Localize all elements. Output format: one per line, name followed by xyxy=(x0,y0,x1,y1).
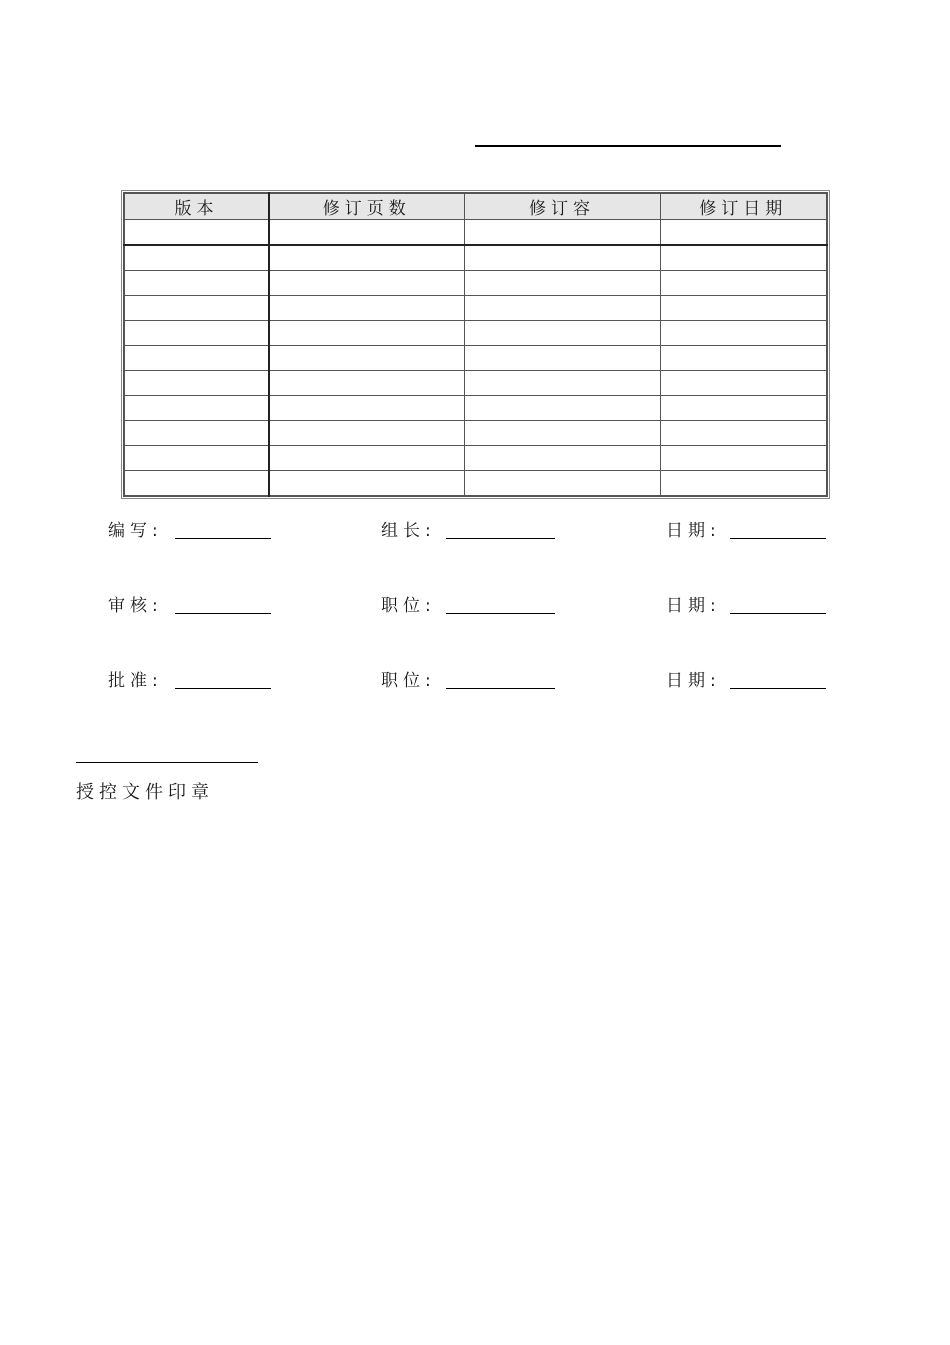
cell-version[interactable] xyxy=(124,396,269,421)
cell-revision-date[interactable] xyxy=(660,321,827,346)
table-row xyxy=(124,220,827,246)
cell-revised-pages[interactable] xyxy=(269,296,464,321)
cell-version[interactable] xyxy=(124,271,269,296)
label-position-2: 职位: xyxy=(381,671,436,691)
cell-version[interactable] xyxy=(124,321,269,346)
position-line-1[interactable] xyxy=(446,613,555,614)
signature-row-3 xyxy=(0,664,950,692)
cell-version[interactable] xyxy=(124,220,269,246)
label-position-1: 职位: xyxy=(381,596,436,616)
table-row xyxy=(124,471,827,497)
revision-table xyxy=(123,192,828,497)
date-line-1[interactable] xyxy=(730,538,826,539)
cell-revision-content[interactable] xyxy=(464,396,660,421)
document-title-line xyxy=(475,145,781,147)
cell-revision-content[interactable] xyxy=(464,421,660,446)
signature-row-2 xyxy=(0,589,950,617)
table-row xyxy=(124,396,827,421)
table-header-row xyxy=(124,193,827,220)
cell-revision-date[interactable] xyxy=(660,220,827,246)
cell-revision-date[interactable] xyxy=(660,371,827,396)
compiler-signature-line[interactable] xyxy=(175,538,271,539)
position-line-2[interactable] xyxy=(446,688,555,689)
label-team-leader: 组长: xyxy=(381,521,436,541)
table-row xyxy=(124,421,827,446)
table-row xyxy=(124,446,827,471)
cell-revision-date[interactable] xyxy=(660,471,827,497)
cell-revision-content[interactable] xyxy=(464,245,660,271)
cell-revision-date[interactable] xyxy=(660,446,827,471)
cell-revision-content[interactable] xyxy=(464,371,660,396)
controlled-document-stamp-label: 授控文件印章 xyxy=(76,782,214,803)
cell-revision-content[interactable] xyxy=(464,220,660,246)
cell-revision-content[interactable] xyxy=(464,346,660,371)
label-date-1: 日期: xyxy=(666,521,721,541)
team-leader-signature-line[interactable] xyxy=(446,538,555,539)
table-row xyxy=(124,321,827,346)
approver-signature-line[interactable] xyxy=(175,688,271,689)
header-revision-date: 修订日期 xyxy=(660,193,827,220)
stamp-line xyxy=(76,762,258,763)
label-date-3: 日期: xyxy=(666,671,721,691)
cell-version[interactable] xyxy=(124,446,269,471)
cell-revision-date[interactable] xyxy=(660,396,827,421)
cell-version[interactable] xyxy=(124,346,269,371)
table-row xyxy=(124,296,827,321)
cell-revised-pages[interactable] xyxy=(269,220,464,246)
label-approver: 批准: xyxy=(108,671,163,691)
header-revised-pages: 修订页数 xyxy=(269,193,464,220)
table-row xyxy=(124,245,827,271)
label-date-2: 日期: xyxy=(666,596,721,616)
revision-table-body xyxy=(124,220,827,497)
cell-revised-pages[interactable] xyxy=(269,471,464,497)
cell-version[interactable] xyxy=(124,371,269,396)
cell-version[interactable] xyxy=(124,471,269,497)
signature-row-1 xyxy=(0,514,950,542)
cell-version[interactable] xyxy=(124,421,269,446)
table-row xyxy=(124,346,827,371)
cell-revision-date[interactable] xyxy=(660,346,827,371)
cell-revision-date[interactable] xyxy=(660,296,827,321)
header-version: 版本 xyxy=(124,193,269,220)
cell-revised-pages[interactable] xyxy=(269,396,464,421)
cell-revision-date[interactable] xyxy=(660,271,827,296)
cell-revised-pages[interactable] xyxy=(269,245,464,271)
cell-revised-pages[interactable] xyxy=(269,371,464,396)
cell-revision-content[interactable] xyxy=(464,296,660,321)
cell-revised-pages[interactable] xyxy=(269,271,464,296)
cell-revised-pages[interactable] xyxy=(269,446,464,471)
table-row xyxy=(124,271,827,296)
label-reviewer: 审核: xyxy=(108,596,163,616)
date-line-2[interactable] xyxy=(730,613,826,614)
cell-revision-date[interactable] xyxy=(660,421,827,446)
cell-revision-content[interactable] xyxy=(464,446,660,471)
cell-revised-pages[interactable] xyxy=(269,321,464,346)
cell-version[interactable] xyxy=(124,296,269,321)
cell-revision-content[interactable] xyxy=(464,321,660,346)
header-revision-content: 修订容 xyxy=(464,193,660,220)
label-compiler: 编写: xyxy=(108,521,163,541)
cell-revision-content[interactable] xyxy=(464,271,660,296)
cell-revision-date[interactable] xyxy=(660,245,827,271)
date-line-3[interactable] xyxy=(730,688,826,689)
cell-revised-pages[interactable] xyxy=(269,346,464,371)
cell-revision-content[interactable] xyxy=(464,471,660,497)
cell-revised-pages[interactable] xyxy=(269,421,464,446)
table-row xyxy=(124,371,827,396)
cell-version[interactable] xyxy=(124,245,269,271)
reviewer-signature-line[interactable] xyxy=(175,613,271,614)
